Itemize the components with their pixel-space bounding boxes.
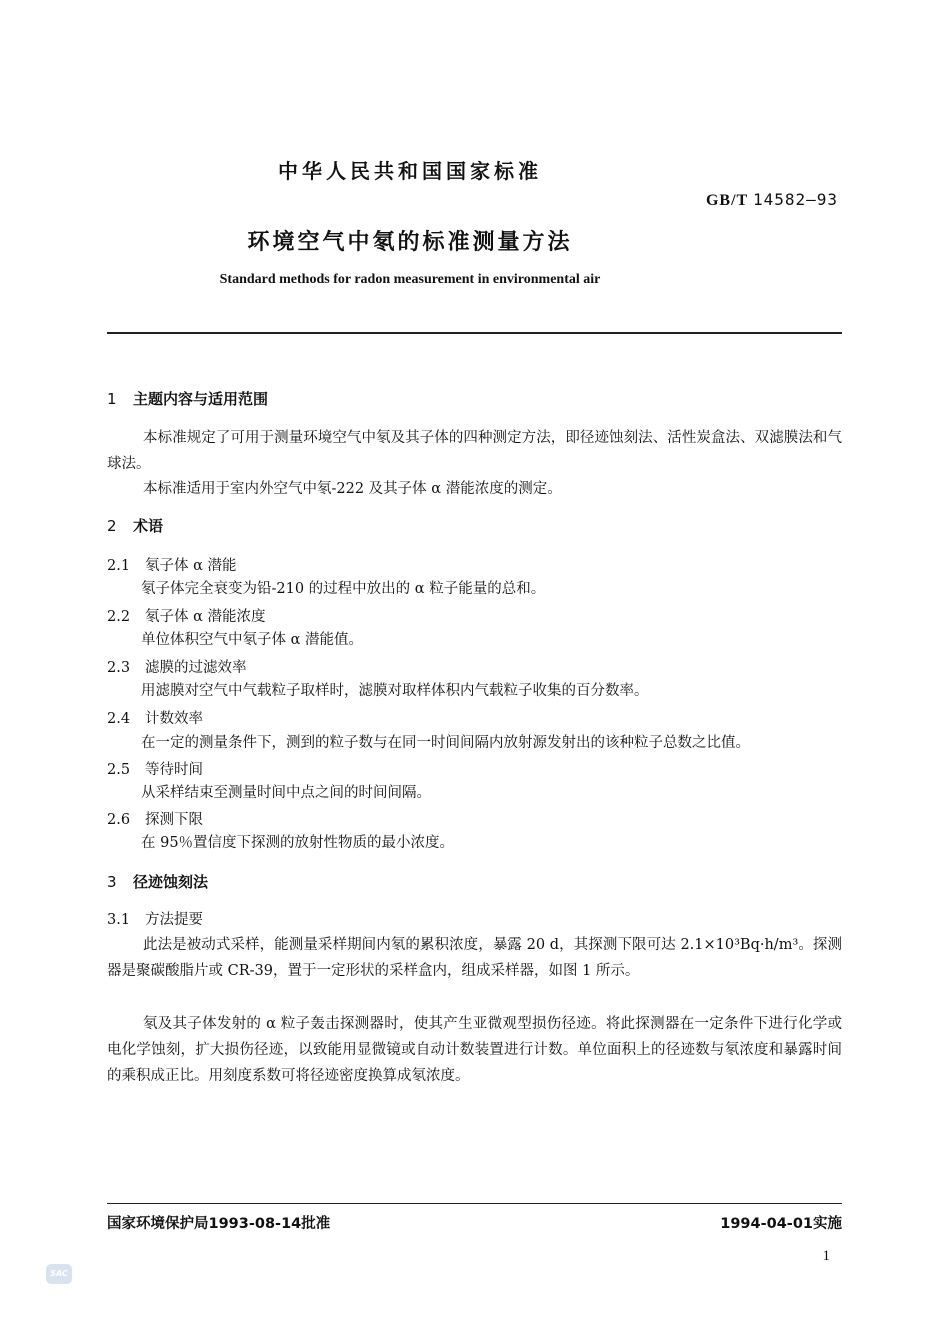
approval-line: 国家环境保护局1993-08-14批准 (107, 1216, 331, 1232)
standard-prefix: GB/T (705, 192, 748, 209)
section-1-heading (107, 388, 268, 409)
section-3-heading (107, 871, 208, 892)
section-number: 3 (107, 873, 117, 891)
subsection-number: 3.1 (107, 912, 131, 928)
section-3-paragraph-2: 氡及其子体发射的 α 粒子轰击探测器时，使其产生亚微观型损伤径迹。将此探测器在一定条件下进行化学或电化学蚀刻，扩大损伤径迹，以致能用显微镜或自动计数装置进行计数。单位面积上的径迹数与氡浓度和暴露时间的乘积成正比。用刻度系数可将径迹密度换算成氡浓度。 (107, 1016, 842, 1084)
subsection-3-1 (107, 908, 203, 929)
national-standard-heading: 中华人民共和国国家标准 (278, 159, 542, 183)
standard-number (706, 190, 838, 210)
term-2-3 (107, 656, 247, 677)
term-2-4-definition: 在一定的测量条件下，测到的粒子数与在同一时间间隔内放射源发射出的该种粒子总数之比值。 (141, 735, 750, 751)
term-number: 2.2 (107, 609, 131, 625)
standard-code: 14582—93 (752, 190, 838, 209)
section-2-heading (107, 515, 163, 536)
section-title: 术语 (133, 517, 164, 535)
term-2-1-definition: 氡子体完全衰变为铅-210 的过程中放出的 α 粒子能量的总和。 (141, 581, 546, 597)
term-name: 氡子体 α 潜能 (145, 558, 237, 574)
term-name: 等待时间 (145, 762, 203, 778)
document-title-cn: 环境空气中氡的标准测量方法 (247, 230, 573, 255)
term-2-5-definition: 从采样结束至测量时间中点之间的时间间隔。 (141, 785, 431, 801)
watermark-logo: SAC (46, 1264, 72, 1284)
term-2-2-definition: 单位体积空气中氡子体 α 潜能值。 (141, 632, 364, 648)
term-2-3-definition: 用滤膜对空气中气载粒子取样时，滤膜对取样体积内气载粒子收集的百分数率。 (141, 683, 649, 699)
term-2-1 (107, 554, 237, 575)
term-number: 2.4 (107, 711, 131, 727)
section-3-paragraph-1: 此法是被动式采样，能测量采样期间内氡的累积浓度，暴露 20 d，其探测下限可达 2.1×10³Bq·h/m³。探测器是聚碳酸脂片或 CR-39，置于一定形状的采样盒内，组成采样器，如图 1 所示。 (107, 937, 842, 979)
term-number: 2.5 (107, 762, 131, 778)
term-name: 氡子体 α 潜能浓度 (145, 609, 266, 625)
footer-divider (107, 1203, 842, 1204)
term-name: 计数效率 (145, 711, 203, 727)
term-2-4 (107, 707, 203, 728)
term-name: 探测下限 (145, 812, 203, 828)
term-number: 2.6 (107, 812, 131, 828)
term-number: 2.1 (107, 558, 131, 574)
term-2-6 (107, 808, 203, 829)
term-number: 2.3 (107, 660, 131, 676)
section-number: 2 (107, 517, 117, 535)
section-1-paragraph-2: 本标准适用于室内外空气中氡-222 及其子体 α 潜能浓度的测定。 (143, 481, 562, 497)
subsection-title: 方法提要 (145, 912, 203, 928)
term-2-6-definition: 在 95％置信度下探测的放射性物质的最小浓度。 (141, 835, 455, 851)
header-divider (107, 332, 842, 334)
section-number: 1 (107, 390, 117, 408)
term-name: 滤膜的过滤效率 (145, 660, 247, 676)
document-title-en: Standard methods for radon measurement in environmental air (219, 272, 601, 287)
page-number: 1 (822, 1248, 830, 1264)
effective-date: 1994-04-01实施 (720, 1216, 842, 1232)
section-1-paragraph-1: 本标准规定了可用于测量环境空气中氡及其子体的四种测定方法，即径迹蚀刻法、活性炭盒法、双滤膜法和气球法。 (107, 430, 842, 472)
term-2-2 (107, 605, 266, 626)
section-title: 径迹蚀刻法 (133, 873, 209, 891)
section-title: 主题内容与适用范围 (133, 390, 269, 408)
term-2-5 (107, 758, 203, 779)
